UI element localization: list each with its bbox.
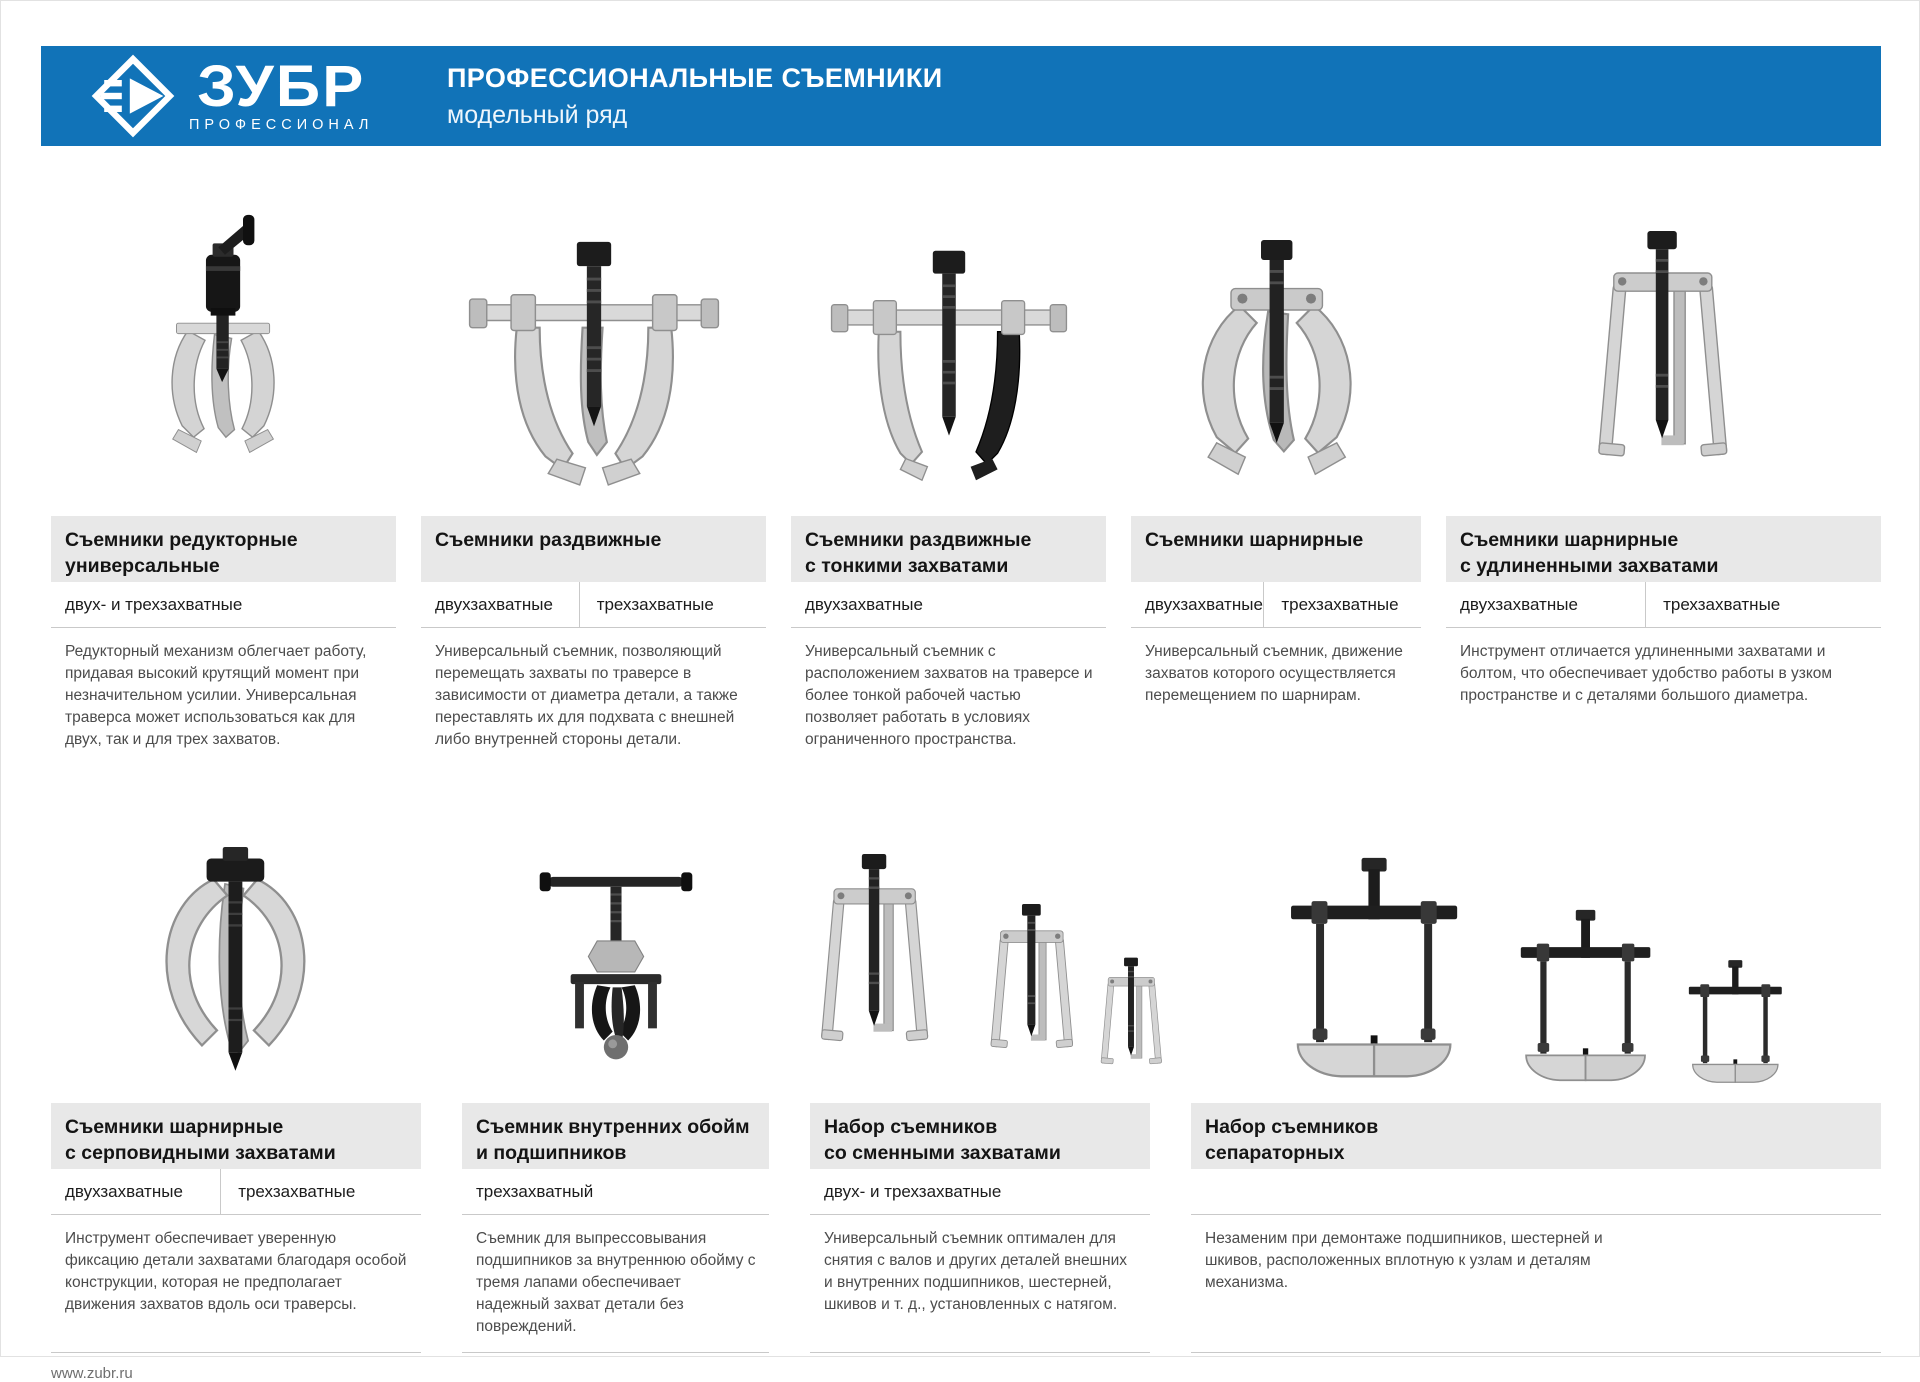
product-image-box (1446, 151, 1881, 516)
site-url[interactable]: www.zubr.ru (51, 1365, 133, 1382)
product-description: Универсальный съемник оптимален для снятия с валов и других деталей внешних и внутренних подшипников, шестерней, шкивов и т. д., установленных с натягом. (824, 1230, 1127, 1313)
bottom-products-row (51, 831, 1881, 1353)
jaw-type-row (1131, 582, 1421, 628)
product-description: Незаменим при демонтаже подшипников, шестерней и шкивов, расположенных вплотную к узлам и деталям механизма. (1205, 1230, 1603, 1291)
product-description: Универсальный съемник с расположением захватов на траверсе и более тонкой рабочей частью позволяет работать в условиях ограниченного пространства. (805, 643, 1093, 748)
jaw-type-label: двухзахватные (421, 582, 580, 627)
header-titles (447, 63, 943, 130)
jaw-type-row-empty (1191, 1169, 1881, 1215)
jaw-type-row (1446, 582, 1881, 628)
jaw-type-label: двухзахватные (1446, 582, 1646, 627)
product-description: Универсальный съемник, движение захватов которого осуществляется перемещением по шарнирам. (1145, 643, 1403, 704)
jaw-type-label: трехзахватные (1281, 594, 1399, 614)
product-title: Съемники шарнирные (1131, 516, 1421, 582)
product-card-sharnirnye (1131, 151, 1421, 751)
hinged-puller-image (1151, 240, 1401, 504)
jaw-type-row (51, 582, 396, 628)
product-card-sharnirnye-udlinennye (1446, 151, 1881, 751)
product-description: Универсальный съемник, позволяющий перемещать захваты по траверсе в зависимости от диаметра детали, а также переставлять их для подхвата с внешней либо внутренней стороны детали. (435, 643, 738, 748)
product-card-vnutrennih-oboym (462, 831, 769, 1353)
product-image-box (462, 831, 769, 1103)
top-products-row (51, 151, 1881, 751)
product-title: Съемники шарнирные с серповидными захватами (51, 1103, 421, 1169)
product-title: Съемник внутренних обойм и подшипников (462, 1103, 769, 1169)
page-footer (51, 1365, 1881, 1382)
brand-text (189, 53, 374, 134)
jaw-type-label: трехзахватные (1663, 594, 1781, 614)
hinged-long-jaw-puller-image (1541, 231, 1786, 504)
header-bar (41, 46, 1881, 146)
separator-puller-set-image (1266, 854, 1806, 1095)
product-card-razdvizhnye (421, 151, 766, 751)
product-image-box (51, 831, 421, 1103)
jaw-type-label: двух- и трехзахватные (824, 1181, 1002, 1201)
jaw-type-label: трехзахватный (476, 1181, 594, 1201)
product-card-serpovidnye (51, 831, 421, 1353)
product-description: Редукторный механизм облегчает работу, придавая высокий крутящий момент при незначительном усилии. Универсальная траверса может использоваться как для двух, так и для трех захватов. (65, 643, 367, 748)
page-title: ПРОФЕССИОНАЛЬНЫЕ СЪЕМНИКИ (447, 62, 943, 93)
page-subtitle: модельный ряд (447, 100, 628, 129)
crescent-jaw-puller-image (112, 847, 360, 1095)
catalog-content (51, 151, 1881, 1382)
product-image-box (51, 151, 396, 516)
sliding-jaw-puller-image (451, 239, 737, 504)
product-card-nabor-smennye (810, 831, 1150, 1353)
product-description: Инструмент отличается удлиненными захватами и болтом, что обеспечивает удобство работы в узком пространстве и с деталями большого диаметра. (1460, 643, 1833, 704)
product-title: Съемники раздвижные (421, 516, 766, 582)
gear-reduction-puller-image (148, 213, 300, 460)
product-title: Съемники шарнирные с удлиненными захватами (1446, 516, 1881, 582)
zubr-diamond-arrow-icon (93, 54, 173, 138)
jaw-type-label: двух- и трехзахватные (65, 594, 243, 614)
product-title: Съемники редукторные универсальные (51, 516, 396, 582)
inner-race-bearing-puller-image (522, 868, 710, 1095)
product-image-box (1191, 831, 1881, 1103)
product-card-reduktornye (51, 151, 396, 751)
product-card-razdvizhnye-tonkie (791, 151, 1106, 751)
jaw-type-label: трехзахватные (238, 1181, 356, 1201)
product-image-box (791, 151, 1106, 516)
brand-subtitle: ПРОФЕССИОНАЛ (189, 117, 374, 134)
jaw-type-row (791, 582, 1106, 628)
jaw-type-label: двухзахватные (51, 1169, 221, 1214)
product-image-box (1131, 151, 1421, 516)
product-description: Инструмент обеспечивает уверенную фиксацию детали захватами благодаря особой конструкции, которая не предполагает движения захватов вдоль оси траверсы. (65, 1230, 407, 1313)
jaw-type-row (462, 1169, 769, 1215)
product-image-box (810, 831, 1150, 1103)
puller-set-image (770, 854, 1190, 1095)
brand-logo (93, 54, 411, 138)
jaw-type-label: двухзахватные (805, 594, 923, 614)
jaw-type-row (810, 1169, 1150, 1215)
product-description: Съемник для выпрессовывания подшипников за внутреннюю обойму с тремя лапами обеспечивает надежный захват детали без повреждений. (476, 1230, 756, 1335)
jaw-type-label: трехзахватные (596, 594, 714, 614)
sliding-thin-jaw-puller-image (814, 248, 1084, 505)
jaw-type-label: двухзахватные (1131, 582, 1264, 627)
product-title: Набор съемников сепараторных (1191, 1103, 1881, 1169)
product-image-box (421, 151, 766, 516)
brand-name: ЗУБР (197, 53, 366, 119)
jaw-type-row (421, 582, 766, 628)
jaw-type-row (51, 1169, 421, 1215)
product-title: Набор съемников со сменными захватами (810, 1103, 1150, 1169)
product-title: Съемники раздвижные с тонкими захватами (791, 516, 1106, 582)
product-card-nabor-separatornyh (1191, 831, 1881, 1353)
